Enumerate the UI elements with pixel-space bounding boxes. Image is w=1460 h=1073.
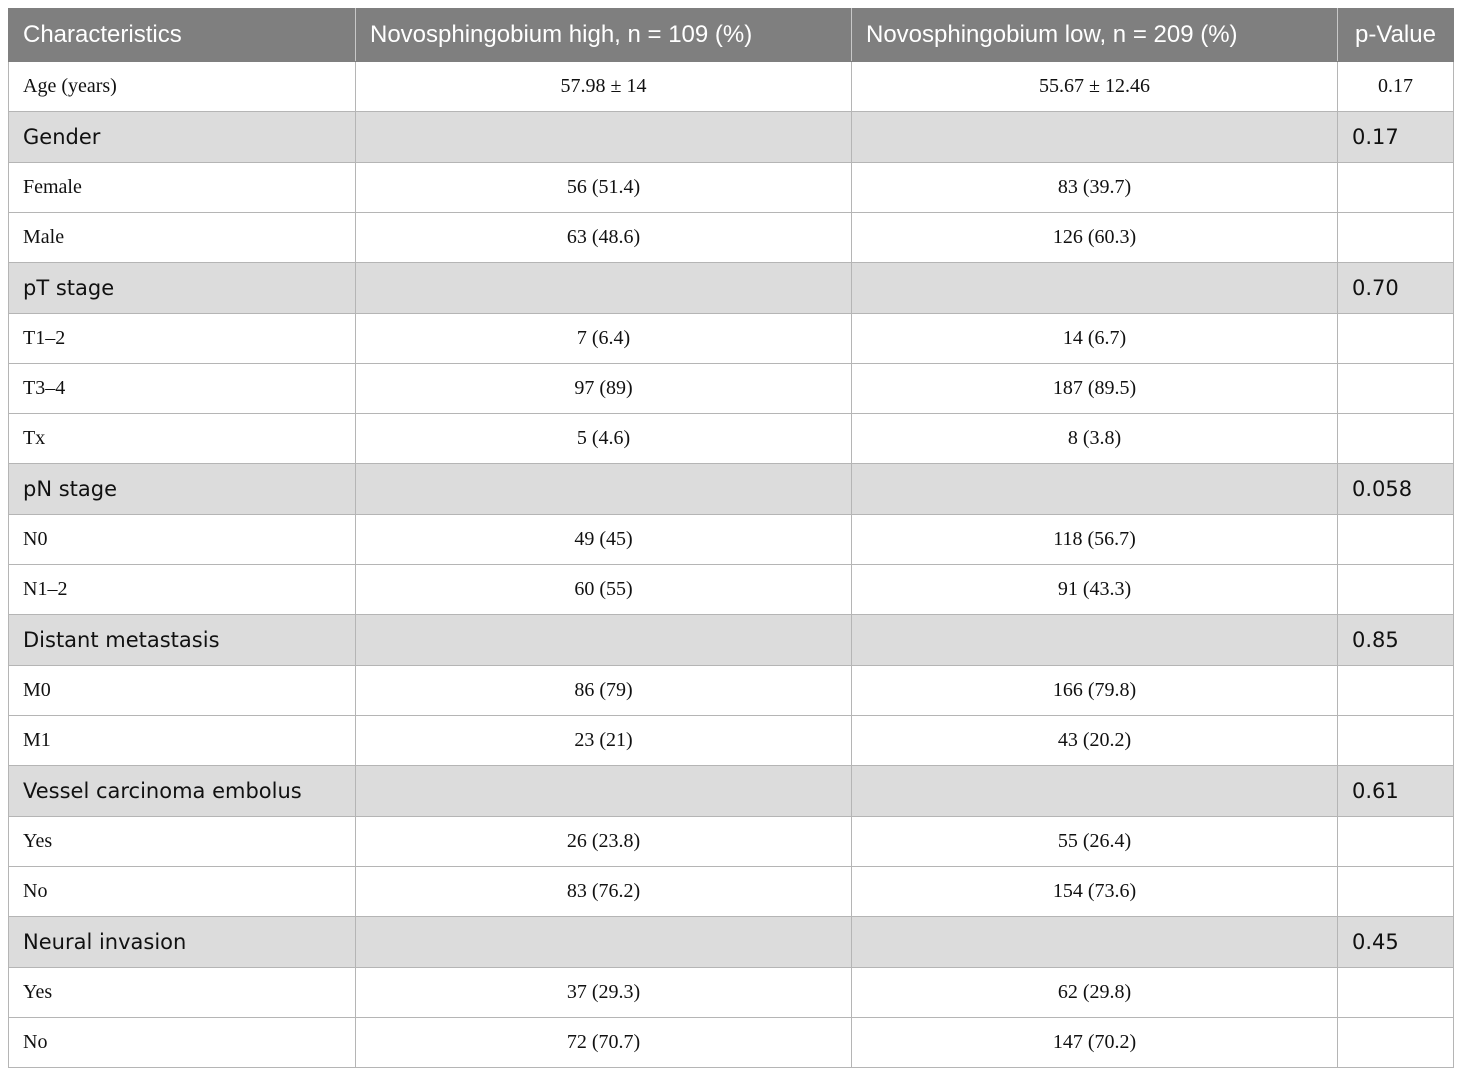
high-value-cell: 37 (29.3): [356, 968, 852, 1018]
header-novosphingobium-low: Novosphingobium low, n = 209 (%): [852, 9, 1338, 62]
row-label-cell: Tx: [9, 414, 356, 464]
table-row: [9, 565, 1454, 615]
table-row: [9, 414, 1454, 464]
table-row: [9, 1018, 1454, 1068]
low-value-cell: 126 (60.3): [852, 213, 1338, 263]
row-label-cell: pT stage: [9, 263, 356, 314]
p-value-cell: [1338, 414, 1454, 464]
p-value-cell: 0.85: [1338, 615, 1454, 666]
low-value-cell: 147 (70.2): [852, 1018, 1338, 1068]
row-label-cell: No: [9, 1018, 356, 1068]
header-p-value: p-Value: [1338, 9, 1454, 62]
p-value-cell: 0.17: [1338, 62, 1454, 112]
group-header-row: [9, 766, 1454, 817]
high-value-cell: [356, 464, 852, 515]
low-value-cell: [852, 263, 1338, 314]
table-row: [9, 867, 1454, 917]
table-header: [9, 9, 1454, 62]
table-row: [9, 716, 1454, 766]
low-value-cell: 55 (26.4): [852, 817, 1338, 867]
row-label-cell: Female: [9, 163, 356, 213]
group-header-row: [9, 112, 1454, 163]
header-novosphingobium-high: Novosphingobium high, n = 109 (%): [356, 9, 852, 62]
characteristics-table: [8, 8, 1454, 1068]
low-value-cell: 91 (43.3): [852, 565, 1338, 615]
low-value-cell: 154 (73.6): [852, 867, 1338, 917]
p-value-cell: [1338, 565, 1454, 615]
low-value-cell: 43 (20.2): [852, 716, 1338, 766]
low-value-cell: [852, 615, 1338, 666]
high-value-cell: [356, 917, 852, 968]
table-row: [9, 515, 1454, 565]
row-label-cell: Male: [9, 213, 356, 263]
table-row: [9, 213, 1454, 263]
low-value-cell: 62 (29.8): [852, 968, 1338, 1018]
table-row: [9, 364, 1454, 414]
p-value-cell: 0.70: [1338, 263, 1454, 314]
p-value-cell: [1338, 364, 1454, 414]
high-value-cell: 5 (4.6): [356, 414, 852, 464]
high-value-cell: 63 (48.6): [356, 213, 852, 263]
high-value-cell: 72 (70.7): [356, 1018, 852, 1068]
row-label-cell: Gender: [9, 112, 356, 163]
high-value-cell: [356, 112, 852, 163]
row-label-cell: N0: [9, 515, 356, 565]
p-value-cell: 0.17: [1338, 112, 1454, 163]
group-header-row: [9, 464, 1454, 515]
low-value-cell: 55.67 ± 12.46: [852, 62, 1338, 112]
high-value-cell: 26 (23.8): [356, 817, 852, 867]
high-value-cell: [356, 766, 852, 817]
high-value-cell: 57.98 ± 14: [356, 62, 852, 112]
low-value-cell: [852, 766, 1338, 817]
table-row: [9, 62, 1454, 112]
p-value-cell: [1338, 968, 1454, 1018]
row-label-cell: M0: [9, 666, 356, 716]
row-label-cell: pN stage: [9, 464, 356, 515]
group-header-row: [9, 615, 1454, 666]
p-value-cell: [1338, 515, 1454, 565]
table-row: [9, 968, 1454, 1018]
low-value-cell: 14 (6.7): [852, 314, 1338, 364]
low-value-cell: 166 (79.8): [852, 666, 1338, 716]
table-body: [9, 62, 1454, 1068]
p-value-cell: [1338, 314, 1454, 364]
group-header-row: [9, 917, 1454, 968]
p-value-cell: [1338, 666, 1454, 716]
row-label-cell: Age (years): [9, 62, 356, 112]
low-value-cell: 187 (89.5): [852, 364, 1338, 414]
high-value-cell: [356, 615, 852, 666]
header-row: [9, 9, 1454, 62]
table-row: [9, 314, 1454, 364]
table-row: [9, 817, 1454, 867]
high-value-cell: 86 (79): [356, 666, 852, 716]
table-row: [9, 666, 1454, 716]
high-value-cell: 23 (21): [356, 716, 852, 766]
p-value-cell: [1338, 867, 1454, 917]
table-container: [8, 8, 1454, 1068]
high-value-cell: 60 (55): [356, 565, 852, 615]
group-header-row: [9, 263, 1454, 314]
p-value-cell: [1338, 817, 1454, 867]
row-label-cell: Yes: [9, 968, 356, 1018]
low-value-cell: 8 (3.8): [852, 414, 1338, 464]
high-value-cell: 56 (51.4): [356, 163, 852, 213]
row-label-cell: T1–2: [9, 314, 356, 364]
low-value-cell: [852, 917, 1338, 968]
p-value-cell: 0.45: [1338, 917, 1454, 968]
p-value-cell: [1338, 213, 1454, 263]
high-value-cell: [356, 263, 852, 314]
row-label-cell: No: [9, 867, 356, 917]
low-value-cell: [852, 112, 1338, 163]
row-label-cell: T3–4: [9, 364, 356, 414]
p-value-cell: 0.61: [1338, 766, 1454, 817]
low-value-cell: [852, 464, 1338, 515]
high-value-cell: 7 (6.4): [356, 314, 852, 364]
high-value-cell: 83 (76.2): [356, 867, 852, 917]
high-value-cell: 97 (89): [356, 364, 852, 414]
row-label-cell: N1–2: [9, 565, 356, 615]
row-label-cell: Vessel carcinoma embolus: [9, 766, 356, 817]
low-value-cell: 118 (56.7): [852, 515, 1338, 565]
high-value-cell: 49 (45): [356, 515, 852, 565]
row-label-cell: M1: [9, 716, 356, 766]
row-label-cell: Yes: [9, 817, 356, 867]
p-value-cell: [1338, 1018, 1454, 1068]
table-row: [9, 163, 1454, 213]
row-label-cell: Distant metastasis: [9, 615, 356, 666]
low-value-cell: 83 (39.7): [852, 163, 1338, 213]
header-characteristics: Characteristics: [9, 9, 356, 62]
row-label-cell: Neural invasion: [9, 917, 356, 968]
p-value-cell: [1338, 716, 1454, 766]
p-value-cell: [1338, 163, 1454, 213]
p-value-cell: 0.058: [1338, 464, 1454, 515]
